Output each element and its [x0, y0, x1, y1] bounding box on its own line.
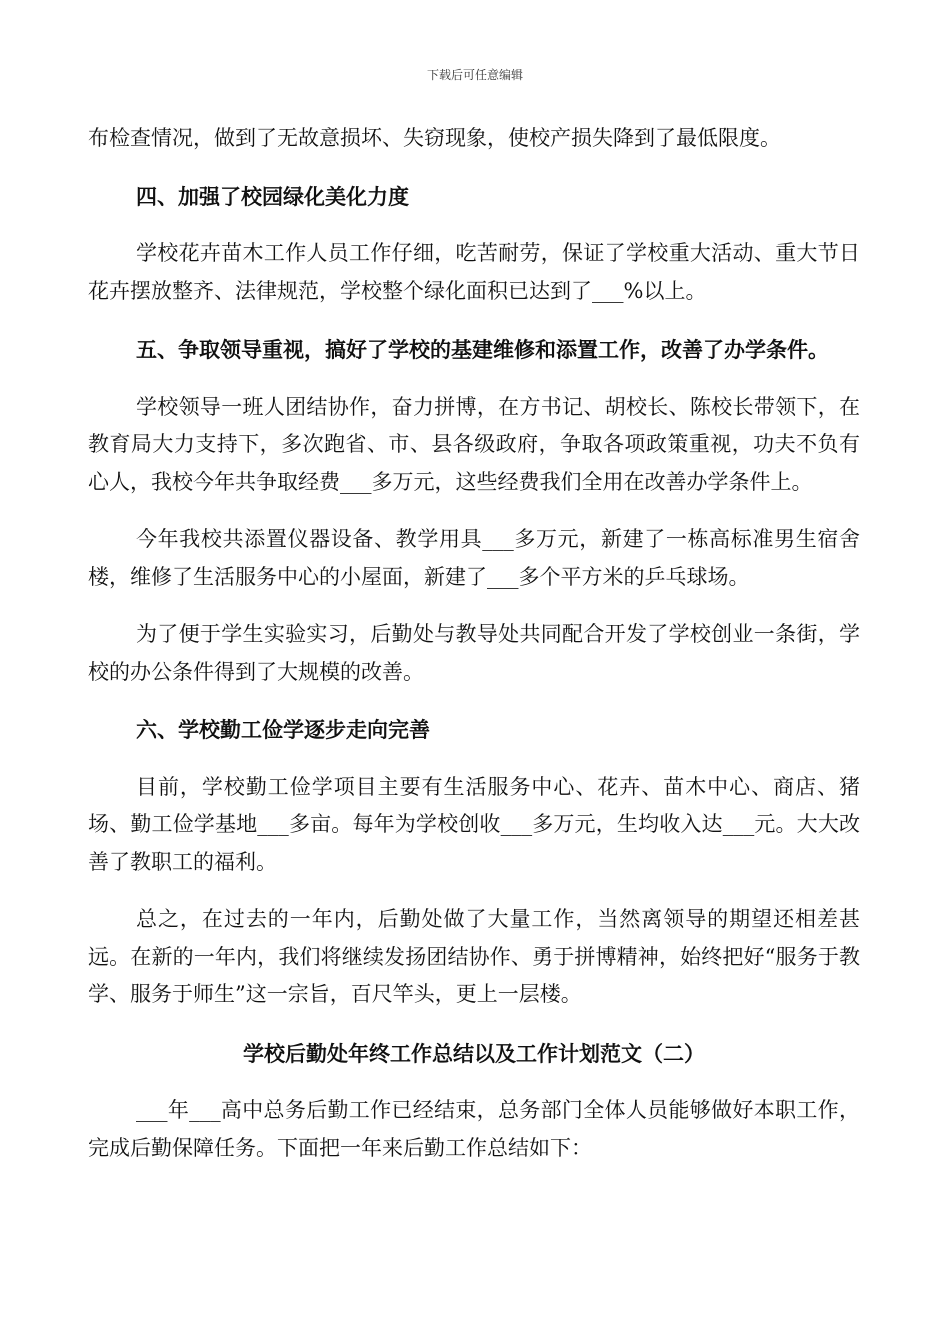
document-subtitle: 学校后勤处年终工作总结以及工作计划范文（二）: [243, 1040, 705, 1066]
paragraph-intro-two: ___年___高中总务后勤工作已经结束，总务部门全体人员能够做好本职工作，完成后勤保障任务。下面把一年来后勤工作总结如下：: [88, 1098, 860, 1160]
section-heading-5: 五、争取领导重视，搞好了学校的基建维修和添置工作，改善了办学条件。: [136, 337, 829, 362]
paragraph-continuation: 布检查情况，做到了无故意损坏、失窃现象，使校产损失降到了最低限度。: [88, 126, 781, 150]
section-heading-4: 四、加强了校园绿化美化力度: [136, 183, 409, 209]
section-heading-6: 六、学校勤工俭学逐步走向完善: [136, 717, 430, 742]
paragraph-practice-street: 为了便于学生实验实习，后勤处与教导处共同配合开发了学校创业一条街，学校的办公条件得到了大规模的改善。: [88, 622, 860, 684]
document-body: [88, 120, 860, 1167]
paragraph-funding: 学校领导一班人团结协作，奋力拼博，在方书记、胡校长、陈校长带领下，在教育局大力支持下，多次跑省、市、县各级政府，争取各项政策重视，功夫不负有心人，我校今年共争取经费___多万元，这些经费我们全用在改善办学条件上。: [88, 394, 860, 494]
paragraph-equipment: 今年我校共添置仪器设备、教学用具___多万元，新建了一栋高标准男生宿舍楼，维修了生活服务中心的小屋面，新建了___多个平方米的乒乓球场。: [88, 527, 860, 589]
paragraph-greening: 学校花卉苗木工作人员工作仔细，吃苦耐劳，保证了学校重大活动、重大节日花卉摆放整齐、法律规范，学校整个绿化面积已达到了___%以上。: [88, 241, 860, 303]
paragraph-conclusion: 总之，在过去的一年内，后勤处做了大量工作，当然离领导的期望还相差甚远。在新的一年内，我们将继续发扬团结协作、勇于拼博精神，始终把好“服务于教学、服务于师生”这一宗旨，百尺竿头，更上一层楼。: [88, 907, 860, 1006]
paragraph-work-study: 目前，学校勤工俭学项目主要有生活服务中心、花卉、苗木中心、商店、猪场、勤工俭学基地___多亩。每年为学校创收___多万元，生均收入达___元。大大改善了教职工的福利。: [88, 774, 860, 874]
header-note: 下载后可任意编辑: [426, 68, 523, 82]
